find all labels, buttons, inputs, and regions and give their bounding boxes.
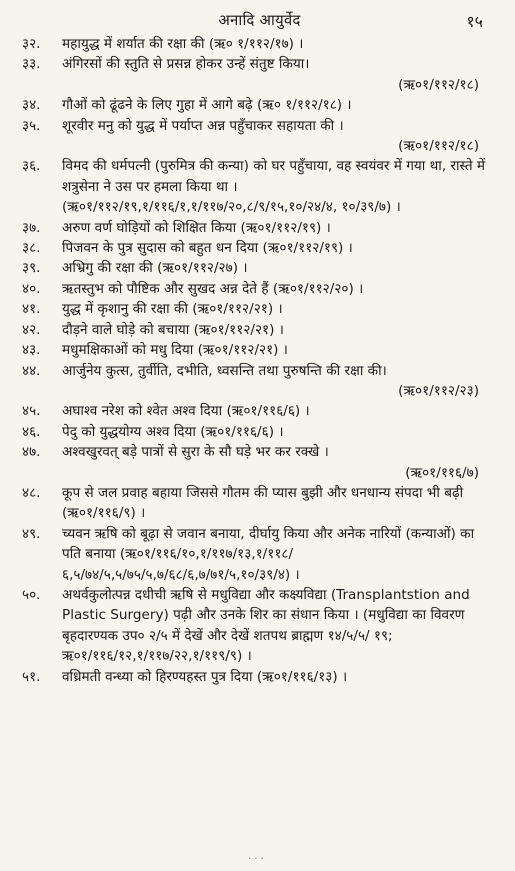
item-text: गौओं को ढूंढने के लिए गुहा में आगे बढ़े (ऋ० १/११२/१८) । — [62, 97, 352, 114]
list-item — [22, 401, 497, 421]
item-number: ४१. — [22, 301, 41, 318]
item-number: ४०. — [22, 280, 41, 297]
list-item — [22, 34, 497, 54]
running-title: अनादि आयुर्वेद — [218, 11, 301, 29]
item-number: ३४. — [22, 97, 41, 114]
list-item — [22, 422, 497, 442]
item-text: पेदु को युद्धयोग्य अश्व दिया (ऋ०१/११६/६) । — [62, 423, 284, 440]
item-number: ४२. — [22, 321, 41, 338]
item-text: शूरवीर मनु को युद्ध में पर्याप्त अन्न पहुँचाकर सहायता की । — [62, 117, 344, 134]
item-number: ४९. — [22, 525, 41, 542]
list-item — [22, 218, 497, 238]
item-text: अघाश्व नरेश को श्वेत अश्व दिया (ऋ०१/११६/६) । — [62, 403, 310, 420]
item-reference: (ऋ०१/११६/७) — [405, 464, 479, 481]
list-item — [22, 340, 497, 360]
item-number: ३२. — [22, 36, 41, 52]
item-reference: (ऋ०१/११२/१८) — [398, 138, 479, 155]
page-number: १५ — [466, 12, 483, 31]
item-text: युद्ध में कृशानु की रक्षा की (ऋ०१/११२/२१) । — [62, 301, 283, 318]
list-item — [22, 361, 497, 381]
item-text: अश्वखुरवत् बड़े पात्रों से सुरा के सौ घड़े भर कर रक्खे । — [62, 444, 329, 461]
list-item — [22, 54, 497, 74]
item-text: कूप से जल प्रवाह बहाया जिससे गौतम की प्यास बुझी और धनधान्य संपदा भी बढ़ी (ऋ०१/११६/९) । — [62, 484, 464, 522]
item-text: दौड़ने वाले घोड़े को बचाया (ऋ०१/११२/२१) । — [62, 321, 284, 338]
list-item — [22, 320, 497, 340]
list-item — [22, 442, 497, 462]
list-item — [22, 95, 497, 115]
list-item — [22, 156, 497, 217]
item-text: मधुमक्षिकाओं को मधु दिया (ऋ०१/११२/२१) । — [62, 342, 288, 359]
item-number: ३५. — [22, 117, 41, 134]
item-number: ४३. — [22, 342, 41, 359]
footer-dots: · · · — [248, 854, 264, 865]
item-text: आर्जुनेय कुत्स, तुर्वीति, दभीति, ध्वसन्ति तथा पुरुषन्ति की रक्षा की। — [62, 362, 387, 379]
item-number: ५१. — [22, 668, 41, 685]
item-text: महायुद्ध में शर्यात की रक्षा की (ऋ० १/११२/१७) । — [62, 36, 304, 52]
list-item — [22, 483, 497, 524]
item-text: अंगिरसों की स्तुति से प्रसन्न होकर उन्हें संतुष्ट किया। — [62, 56, 310, 73]
item-number: ४६. — [22, 423, 41, 440]
item-number: ४८. — [22, 484, 41, 501]
item-text: अथर्वकुलोत्पन्न दधीची ऋषि से मधुविद्या और कक्ष्यविद्या (Transplantstion and Plastic Surgery) पढ़ी और उनके शिर का संधान किया । (मधुविद्या का विवरण बृहदारण्यक उप० २/५ में देखें और देखें शतपथ ब्राह्मण १४/५/५/ १९; ऋ०१/११६/१२,१/११७/२२,१/११९/९) । — [62, 586, 470, 665]
list-item — [22, 238, 497, 258]
item-text: विमद की धर्मपत्नी (पुरुमित्र की कन्या) को घर पहुँचाया, वह स्वयंवर में गया था, रास्ते में शत्रुसेना ने उस पर हमला किया था । (ऋ०१/११२/१९,१/११६/१,१/११७/२०,८/९/१५,१०/२४/४, १०/३९/७) । — [62, 158, 486, 216]
item-text: ऋतस्तुभ को पौष्टिक और सुखद अन्न देते हैं (ऋ०१/११२/२०) । — [62, 280, 364, 297]
list-item — [22, 279, 497, 299]
item-number: ४४. — [22, 362, 41, 379]
item-number: ३९. — [22, 260, 41, 277]
item-reference: (ऋ०१/११२/२३) — [398, 382, 479, 399]
item-text: वध्रिमती वन्ध्या को हिरण्यहस्त पुत्र दिया (ऋ०१/११६/१३) । — [62, 668, 348, 685]
numbered-list — [22, 34, 497, 687]
item-text: च्यवन ऋषि को बूढ़ा से जवान बनाया, दीर्घायु किया और अनेक नारियों (कन्याओं) का पति बनाया (ऋ०१/११६/१०,१/११७/१३,१/११८/ ६,५/७४/५,५/७५/५,७/६८/६,७/७१/५,१०/३९/४) । — [62, 525, 475, 583]
item-text: पिजवन के पुत्र सुदास को बहुत धन दिया (ऋ०१/११२/१९) । — [62, 240, 353, 257]
item-text: अभ्रिगु की रक्षा की (ऋ०१/११२/२७) । — [62, 260, 248, 277]
list-item — [22, 667, 497, 687]
list-item — [22, 585, 497, 667]
item-text: अरुण वर्ण घोड़ियों को शिक्षित किया (ऋ०१/११२/१९) । — [62, 219, 331, 236]
list-item — [22, 258, 497, 278]
item-number: ५०. — [22, 586, 41, 603]
list-item — [22, 299, 497, 319]
running-header — [22, 8, 497, 34]
item-number: ४७. — [22, 444, 41, 461]
item-number: ३३. — [22, 56, 41, 73]
item-number: ३७. — [22, 219, 41, 236]
list-item — [22, 524, 497, 585]
list-item — [22, 116, 497, 136]
item-number: ३६. — [22, 158, 41, 175]
item-number: ३८. — [22, 240, 41, 257]
item-reference: (ऋ०१/११२/१८) — [398, 76, 479, 93]
item-number: ४५. — [22, 403, 41, 420]
